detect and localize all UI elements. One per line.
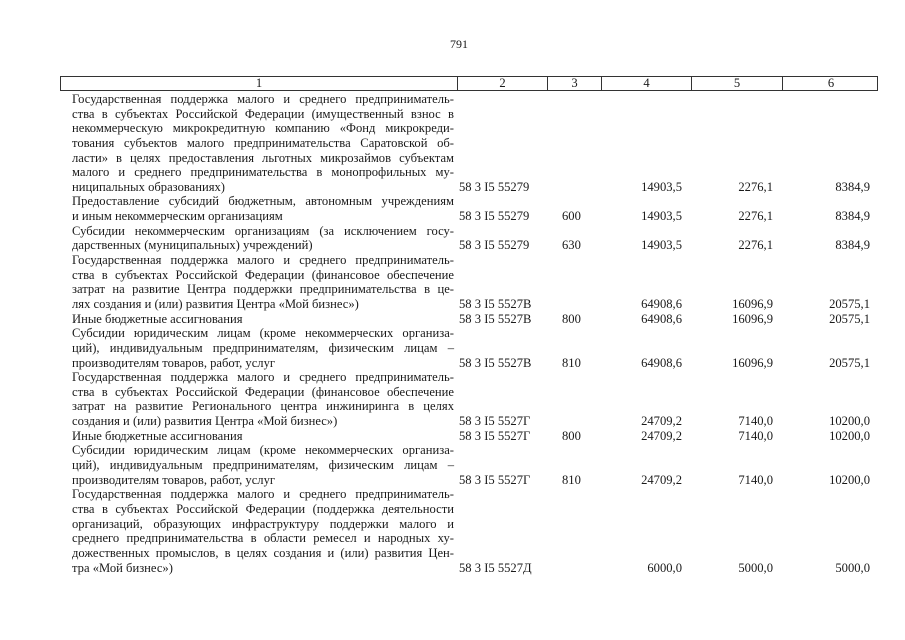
amount-col-5: 2276,1	[738, 209, 773, 224]
table-row	[60, 443, 878, 487]
amount-col-5: 7140,0	[738, 414, 773, 429]
description-line: затрат на развитие Центра поддержки предпринимательства в це-	[72, 282, 454, 297]
table-row	[60, 253, 878, 312]
amount-col-6: 20575,1	[829, 311, 870, 326]
row-description	[60, 443, 456, 487]
amount-col-6: 10200,0	[829, 414, 870, 429]
description-line: Субсидии некоммерческим организациям (за исключением госу-	[72, 223, 454, 238]
row-description	[60, 92, 456, 194]
target-code: 58 3 I5 55279	[459, 238, 530, 253]
description-line: Иные бюджетные ассигнования	[72, 311, 243, 326]
amount-col-4: 64908,6	[641, 355, 682, 370]
row-description	[60, 370, 456, 429]
target-code: 58 3 I5 5527Г	[459, 428, 531, 443]
row-description	[60, 487, 456, 575]
amount-col-6: 8384,9	[835, 179, 870, 194]
table-row	[60, 487, 878, 575]
description-line: Государственная поддержка малого и среднего предприниматель-	[72, 487, 454, 502]
description-line: среднего предпринимательства в области ремесел и народных ху-	[72, 531, 454, 546]
row-description	[60, 312, 456, 327]
description-line: ниципальных образованиях)	[72, 179, 225, 194]
amount-col-5: 16096,9	[732, 355, 773, 370]
description-line: ций), индивидуальным предпринимателям, физическим лицам –	[72, 458, 454, 473]
description-line: ства в субъектах Российской Федерации (финансовое обеспечение	[72, 267, 454, 282]
description-line: ласти» в целях предоставления льготных микрозаймов субъектам	[72, 150, 454, 165]
description-line: ства в субъектах Российской Федерации (поддержка деятельности	[72, 501, 454, 516]
description-line: Государственная поддержка малого и среднего предприниматель-	[72, 370, 454, 385]
target-code: 58 3 I5 5527Д	[459, 560, 532, 575]
amount-col-6: 8384,9	[835, 238, 870, 253]
header-col-5: 5	[691, 77, 782, 90]
amount-col-4: 24709,2	[641, 472, 682, 487]
target-code: 58 3 I5 55279	[459, 209, 530, 224]
description-line: Субсидии юридическим лицам (кроме некоммерческих организа-	[72, 326, 454, 341]
description-line: ций), индивидуальным предпринимателям, физическим лицам –	[72, 340, 454, 355]
amount-col-5: 7140,0	[738, 472, 773, 487]
description-line: малого и среднего предпринимательства в монопрофильных му-	[72, 165, 454, 180]
description-line: организаций, образующих инфраструктуру поддержки малого и	[72, 516, 454, 531]
amount-col-5: 16096,9	[732, 311, 773, 326]
amount-col-5: 16096,9	[732, 296, 773, 311]
table-row	[60, 370, 878, 429]
amount-col-4: 24709,2	[641, 428, 682, 443]
amount-col-5: 2276,1	[738, 179, 773, 194]
amount-col-4: 24709,2	[641, 414, 682, 429]
page-number: 791	[450, 37, 468, 51]
description-line: дожественных промыслов, в целях создания и (или) развития Цен-	[72, 545, 454, 560]
target-code: 58 3 I5 5527В	[459, 355, 532, 370]
description-line: лях создания и (или) развития Центра «Мой бизнес»)	[72, 296, 359, 311]
amount-col-5: 2276,1	[738, 238, 773, 253]
description-line: дарственных (муниципальных) учреждений)	[72, 238, 313, 253]
description-line: тования субъектов малого предпринимательства Саратовской об-	[72, 135, 454, 150]
description-line: ства в субъектах Российской Федерации (имущественный взнос в	[72, 106, 454, 121]
expense-group: 810	[562, 472, 581, 487]
table-header	[60, 76, 878, 91]
amount-col-6: 10200,0	[829, 428, 870, 443]
target-code: 58 3 I5 5527Г	[459, 472, 531, 487]
description-line: и иным некоммерческим организациям	[72, 209, 283, 224]
table-row	[60, 326, 878, 370]
table-body	[60, 92, 878, 575]
amount-col-4: 64908,6	[641, 311, 682, 326]
table-row	[60, 194, 878, 223]
expense-group: 630	[562, 238, 581, 253]
expense-group: 810	[562, 355, 581, 370]
row-description	[60, 224, 456, 253]
expense-group: 600	[562, 209, 581, 224]
description-line: тра «Мой бизнес»)	[72, 560, 173, 575]
description-line: затрат на развитие Регионального центра инжиниринга в целях	[72, 399, 454, 414]
amount-col-6: 20575,1	[829, 296, 870, 311]
description-line: Субсидии юридическим лицам (кроме некоммерческих организа-	[72, 443, 454, 458]
header-col-1: 1	[255, 76, 263, 90]
table-row	[60, 92, 878, 194]
description-line: Предоставление субсидий бюджетным, автономным учреждениям	[72, 194, 454, 209]
amount-col-6: 8384,9	[835, 209, 870, 224]
amount-col-5: 7140,0	[738, 428, 773, 443]
description-line: создания и (или) развития Центра «Мой бизнес»)	[72, 414, 338, 429]
target-code: 58 3 I5 5527Г	[459, 414, 531, 429]
description-line: ства в субъектах Российской Федерации (финансовое обеспечение	[72, 384, 454, 399]
description-line: Иные бюджетные ассигнования	[72, 428, 243, 443]
amount-col-4: 14903,5	[641, 179, 682, 194]
table-row	[60, 224, 878, 253]
header-col-4: 4	[601, 77, 691, 90]
target-code: 58 3 I5 55279	[459, 179, 530, 194]
header-col-6: 6	[782, 77, 879, 90]
description-line: производителям товаров, работ, услуг	[72, 472, 276, 487]
description-line: производителям товаров, работ, услуг	[72, 355, 276, 370]
row-description	[60, 429, 456, 444]
amount-col-6: 10200,0	[829, 472, 870, 487]
description-line: некоммерческую микрокредитную компанию «Фонд микрокреди-	[72, 121, 454, 136]
amount-col-6: 5000,0	[835, 560, 870, 575]
row-description	[60, 253, 456, 312]
row-description	[60, 194, 456, 223]
table-row	[60, 312, 878, 327]
expense-group: 800	[562, 428, 581, 443]
amount-col-4: 14903,5	[641, 209, 682, 224]
header-col-3: 3	[547, 77, 601, 90]
amount-col-4: 6000,0	[647, 560, 682, 575]
description-line: Государственная поддержка малого и среднего предприниматель-	[72, 92, 454, 106]
amount-col-4: 14903,5	[641, 238, 682, 253]
description-line: Государственная поддержка малого и среднего предприниматель-	[72, 253, 454, 268]
expense-group: 800	[562, 311, 581, 326]
header-col-2: 2	[457, 77, 547, 90]
row-description	[60, 326, 456, 370]
amount-col-5: 5000,0	[738, 560, 773, 575]
amount-col-4: 64908,6	[641, 296, 682, 311]
table-row	[60, 429, 878, 444]
target-code: 58 3 I5 5527В	[459, 311, 532, 326]
amount-col-6: 20575,1	[829, 355, 870, 370]
target-code: 58 3 I5 5527В	[459, 296, 532, 311]
